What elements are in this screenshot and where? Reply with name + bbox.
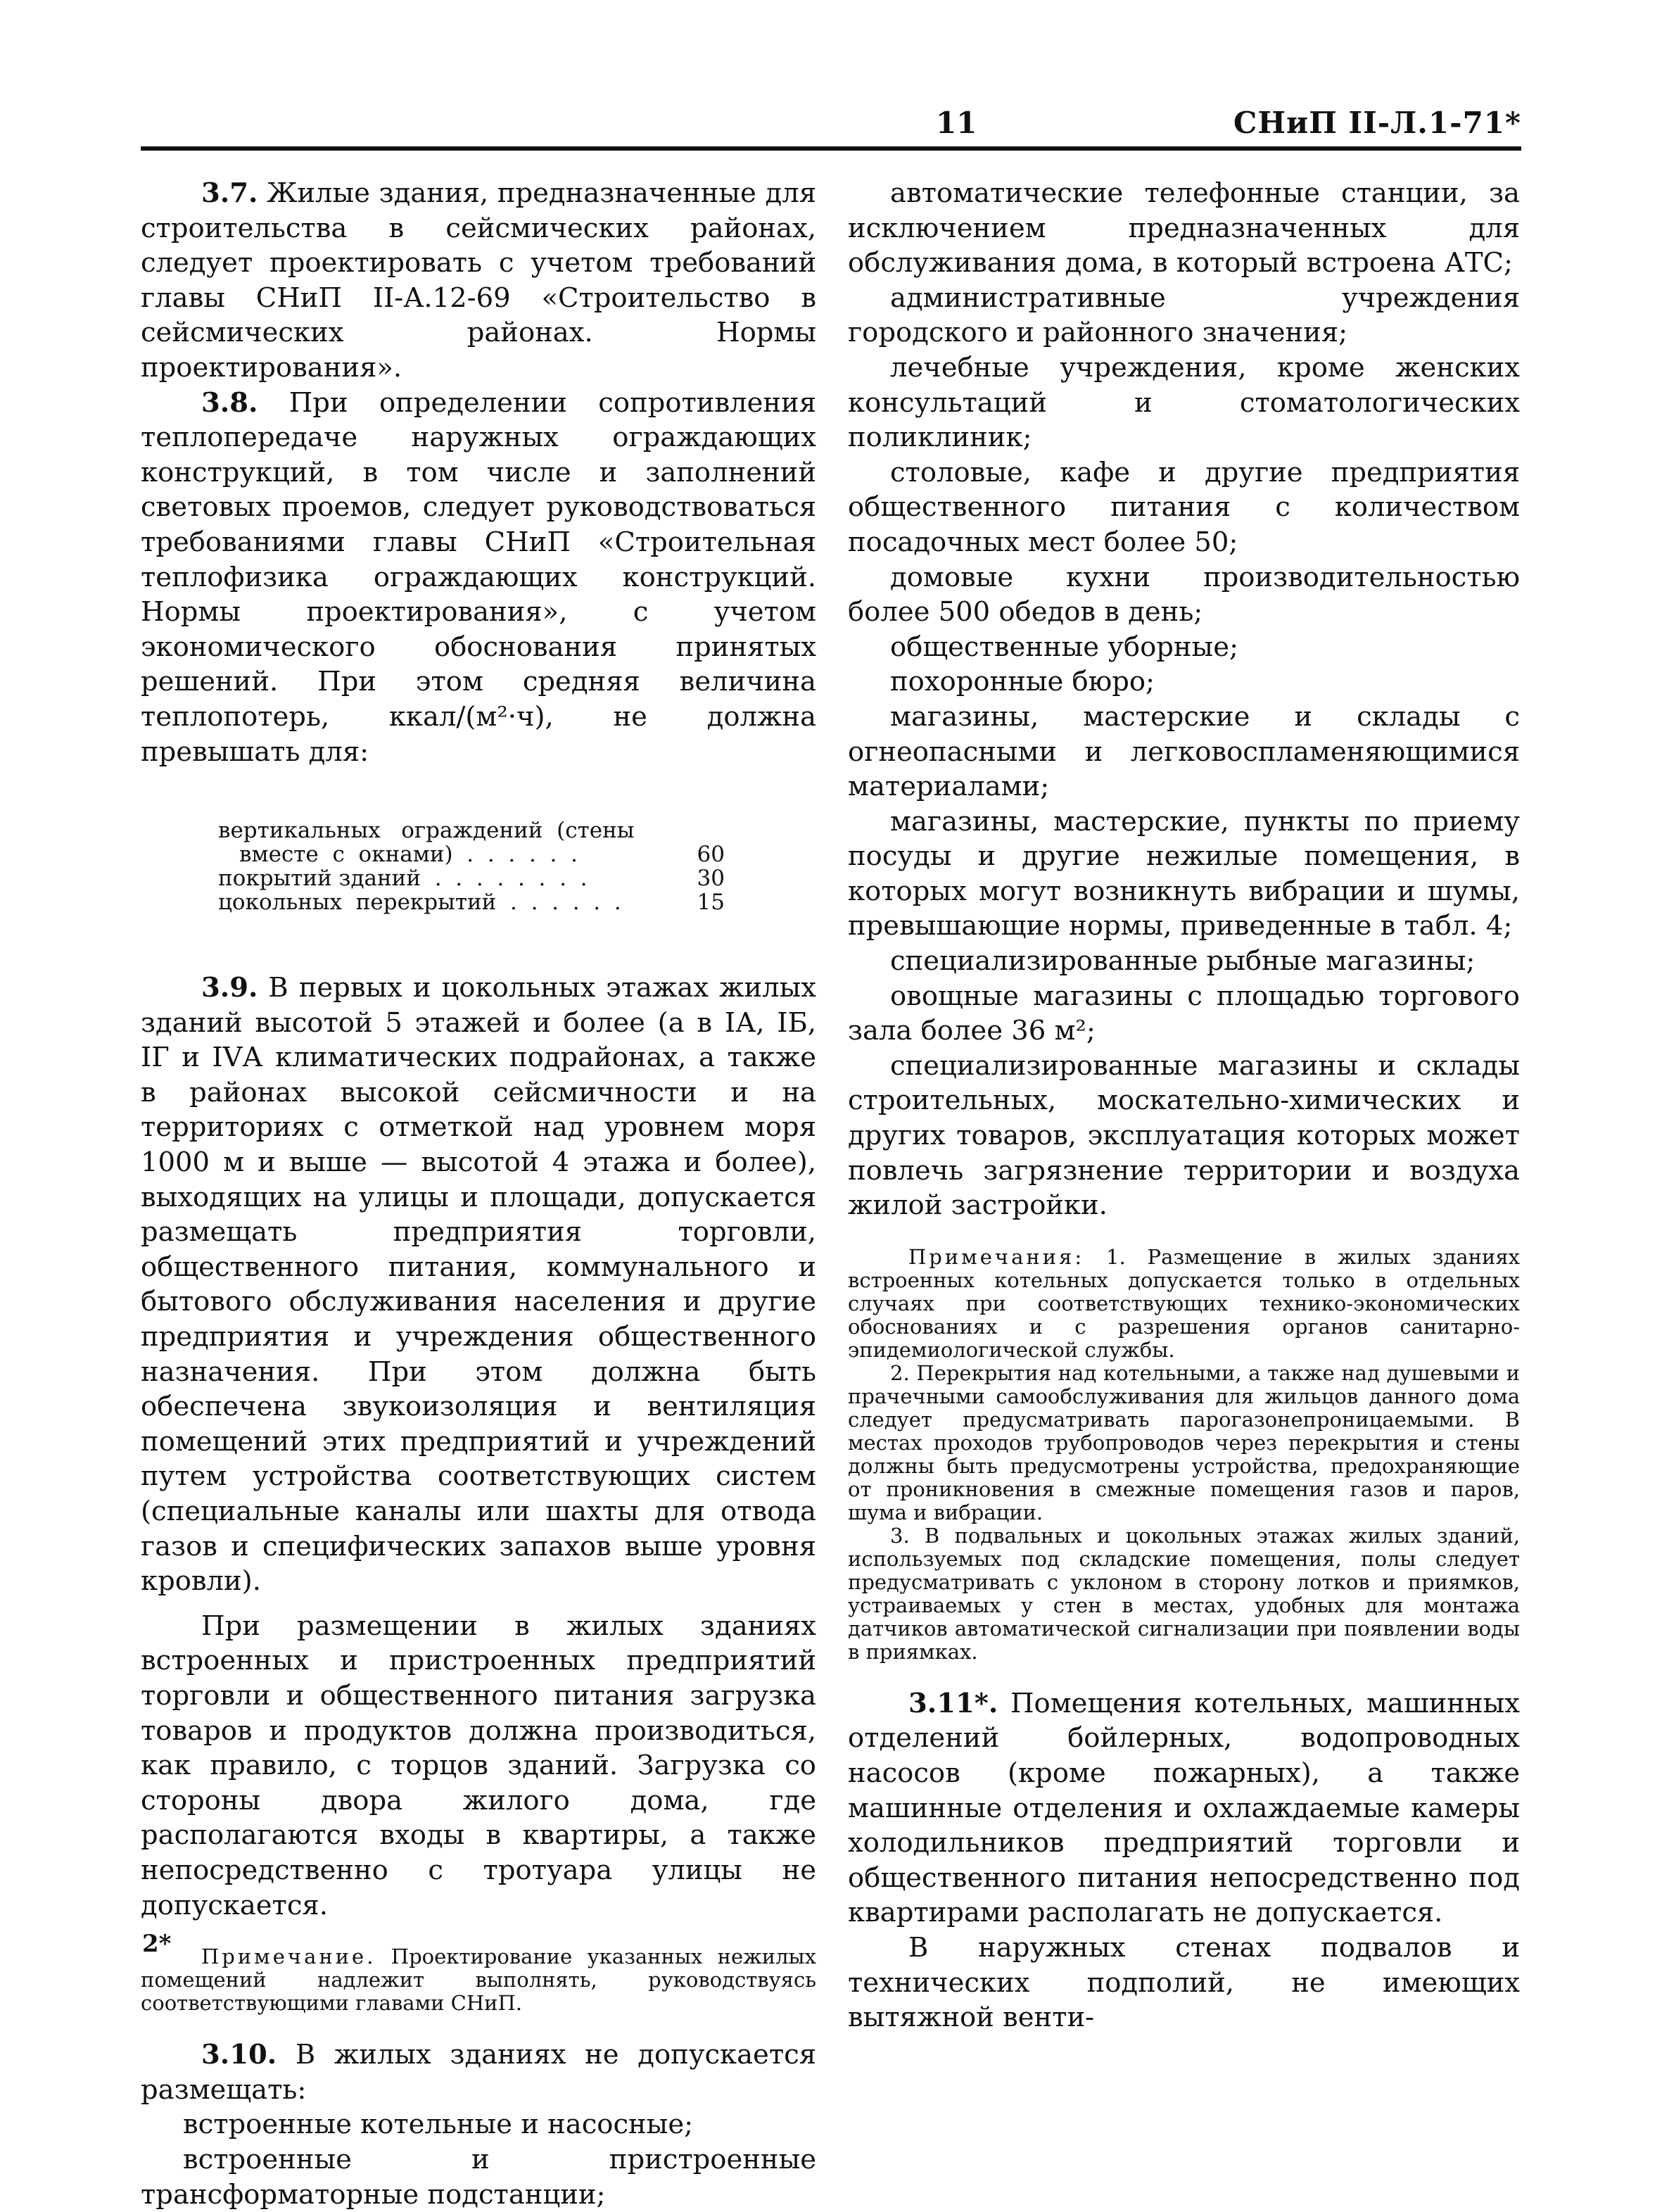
- note-3: 3. В подвальных и цокольных этажах жилых зданий, используемых под складские помещения, полы следует предусматривать с уклоном в сторону лотков и приямков, устраиваемых у стен в местах, удобных для монтажа датчиков автоматической сигнализации при появлении воды в приямках.: [848, 1523, 1520, 1664]
- section-number: 3.11*.: [908, 1687, 998, 1719]
- list-item: овощные магазины с площадью торгового зала более 36 м²;: [848, 980, 1520, 1047]
- norm-value: 15: [697, 890, 725, 916]
- paragraph-text: Помещения котельных, машинных отделений бойлерных, водопроводных насосов (кроме пожарных), а также машинные отделения и охлаждаемые камеры холодильников предприятий торговли и общественного питания непосредственно под квартирами располагать не допускается.: [848, 1687, 1520, 1929]
- signature-mark: 2*: [142, 1930, 172, 1958]
- notes-heading: Примечания:: [908, 1244, 1085, 1269]
- paragraph-3-11-walls: В наружных стенах подвалов и технических подполий, не имеющих вытяжной венти-: [848, 1931, 1520, 2034]
- paragraph-3-8: [141, 386, 816, 770]
- page-header: [141, 106, 1521, 148]
- list-item: встроенные котельные и насосные;: [183, 2109, 694, 2141]
- right-column: [848, 176, 1520, 2035]
- document-code: СНиП II-Л.1-71*: [1233, 106, 1521, 140]
- list-item: административные учреждения городского и районного значения;: [848, 282, 1520, 349]
- paragraph-text: Жилые здания, предназначенные для строительства в сейсмических районах, следует проектировать с учетом требований главы СНиП II-А.12-69 «Строительство в сейсмических районах. Нормы проектирования».: [141, 177, 816, 384]
- note-1: [848, 1246, 1520, 1362]
- norm-row: [218, 842, 725, 866]
- paragraph-text: В жилых зданиях не допускается размещать:: [141, 2039, 816, 2106]
- page-number: 11: [936, 106, 977, 140]
- left-column: [141, 176, 816, 2212]
- note-text: 1. Размещение в жилых зданиях встроенных котельных допускается только в отдельных случаях при соответствующих технико-экономических обоснованиях и с разрешения органов санитарно-эпидемиологической службы.: [848, 1244, 1520, 1362]
- norm-label: вертикальных ограждений (стены: [218, 818, 635, 844]
- list-item: специализированные магазины и склады строительных, москательно-химических и других товаров, эксплуатация которых может повлечь загрязнение территории и воздуха жилой застройки.: [848, 1049, 1520, 1222]
- section-number: 3.9.: [201, 972, 258, 1004]
- note-heading: Примечание.: [201, 1945, 376, 1969]
- list-item: общественные уборные;: [890, 631, 1238, 663]
- section-number: 3.8.: [201, 386, 258, 419]
- norm-row: [218, 866, 725, 890]
- list-item: магазины, мастерские, пункты по приему посуды и другие нежилые помещения, в которых могут возникнуть вибрации и шумы, превышающие нормы, приведенные в табл. 4;: [848, 805, 1520, 942]
- section-number: 3.7.: [201, 177, 258, 209]
- header-rule: [141, 146, 1521, 151]
- paragraph-3-9: [141, 971, 816, 1599]
- note-3-9: [141, 1945, 816, 2015]
- paragraph-3-10: [141, 2037, 816, 2107]
- list-item: встроенные и пристроенные трансформаторные подстанции;: [141, 2143, 816, 2211]
- list-item: автоматические телефонные станции, за исключением предназначенных для обслуживания дома, в который встроена АТС;: [848, 177, 1520, 279]
- heat-loss-norms: [218, 819, 725, 914]
- list-item: столовые, кафе и другие предприятия общественного питания с количеством посадочных мест более 50;: [848, 456, 1520, 558]
- note-text: Проектирование указанных нежилых помещений надлежит выполнять, руководствуясь соответствующими главами СНиП.: [141, 1945, 816, 2016]
- list-item: домовые кухни производительностью более 500 обедов в день;: [848, 561, 1520, 628]
- section-number: 3.10.: [201, 2039, 277, 2071]
- list-item: лечебные учреждения, кроме женских консультаций и стоматологических поликлиник;: [848, 351, 1520, 454]
- list-item: специализированные рыбные магазины;: [890, 945, 1476, 978]
- paragraph-3-7: [141, 176, 816, 386]
- norm-value: 30: [697, 866, 725, 892]
- norm-label: покрытий зданий . . . . . . . .: [218, 866, 588, 892]
- note-2: 2. Перекрытия над котельными, а также над душевыми и прачечными самообслуживания для жильцов данного дома следует предусматривать парогазонепроницаемыми. В местах проходов трубопроводов через перекрытия и стены должны быть предусмотрены устройства, предохраняющие от проникновения в смежные помещения газов и паров, шума и вибрации.: [848, 1360, 1520, 1524]
- norm-row: [218, 890, 725, 914]
- paragraph-3-9-loading: При размещении в жилых зданиях встроенных и пристроенных предприятий торговли и общественного питания загрузка товаров и продуктов должна производиться, как правило, с торцов зданий. Загрузка со стороны двора жилого дома, где располагаются входы в квартиры, а также непосредственно с тротуара улицы не допускается.: [141, 1610, 816, 1921]
- norm-label: цокольных перекрытий . . . . . .: [218, 890, 621, 916]
- norm-value: 60: [697, 842, 725, 868]
- list-item: похоронные бюро;: [890, 666, 1155, 698]
- paragraph-text: В первых и цокольных этажах жилых зданий высотой 5 этажей и более (а в IА, IБ, IГ и IVА климатических подрайонах, а также в районах высокой сейсмичности и на территориях с отметкой над уровнем моря 1000 м и выше — высотой 4 этажа и более), выходящих на улицы и площади, допускается размещать предприятия торговли, общественного питания, коммунального и бытового обслуживания населения и другие предприятия и учреждения общественного назначения. При этом должна быть обеспечена звукоизоляция и вентиляция помещений этих предприятий и учреждений путем устройства соответствующих систем (специальные каналы или шахты для отвода газов и специфических запахов выше уровня кровли).: [141, 972, 816, 1598]
- paragraph-3-11: [848, 1686, 1520, 1930]
- norm-label: вместе с окнами) . . . . . .: [239, 842, 578, 868]
- list-item: магазины, мастерские и склады с огнеопасными и легковоспламеняющимися материалами;: [848, 700, 1520, 803]
- paragraph-text: При определении сопротивления теплопередаче наружных ограждающих конструкций, в том числе и заполнений световых проемов, следует руководствоваться требованиями главы СНиП «Строительная теплофизика ограждающих конструкций. Нормы проектирования», с учетом экономического обоснования принятых решений. При этом средняя величина теплопотерь, ккал/(м²·ч), не должна превышать для:: [141, 386, 816, 768]
- norm-row: [218, 819, 725, 842]
